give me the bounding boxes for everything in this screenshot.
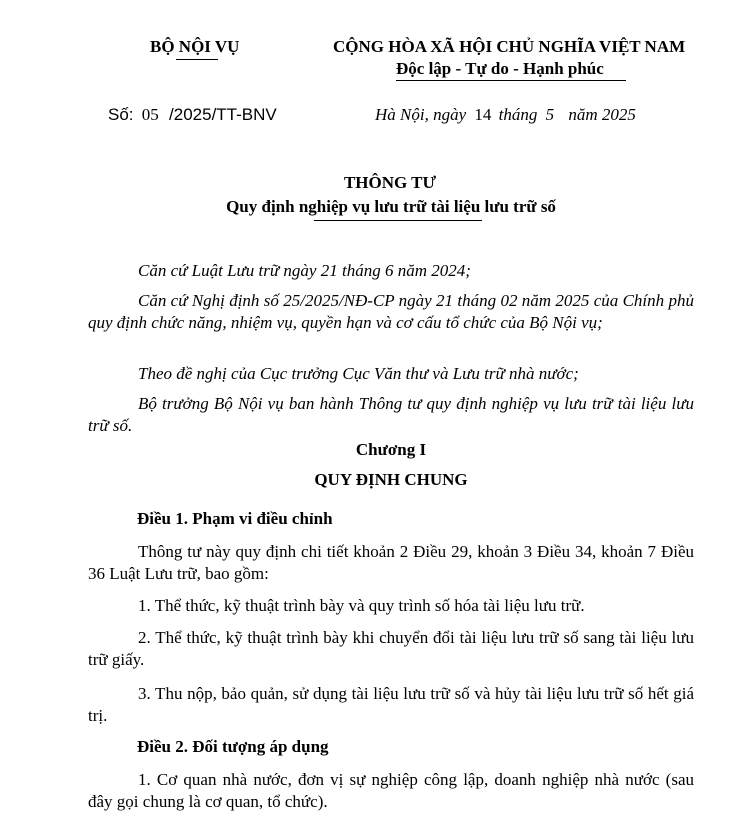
motto-underline: [396, 80, 626, 81]
issue-date: [375, 105, 636, 125]
preamble-3: Theo đề nghị của Cục trưởng Cục Văn thư và Lưu trữ nhà nước;: [138, 364, 579, 383]
article-2-item-1: 1. Cơ quan nhà nước, đơn vị sự nghiệp công lập, doanh nghiệp nhà nước (sau đây gọi chung là cơ quan, tổ chức).: [88, 770, 694, 811]
number-label: Số:: [108, 105, 134, 124]
article-1-item-3: 3. Thu nộp, bảo quản, sử dụng tài liệu lưu trữ số và hủy tài liệu lưu trữ số hết giá trị.: [88, 684, 694, 725]
issuing-agency: BỘ NỘI VỤ: [150, 37, 240, 56]
article-2-heading: Điều 2. Đối tượng áp dụng: [137, 737, 329, 756]
date-prefix: Hà Nội, ngày: [375, 105, 467, 124]
number-suffix: /2025/TT-BNV: [169, 105, 277, 124]
document-type: THÔNG TƯ: [343, 173, 437, 192]
preamble-4: Bộ trưởng Bộ Nội vụ ban hành Thông tư quy định nghiệp vụ lưu trữ tài liệu lưu trữ số.: [88, 394, 694, 435]
date-year: năm 2025: [568, 105, 636, 124]
document-subject: Quy định nghiệp vụ lưu trữ tài liệu lưu trữ số: [226, 197, 556, 216]
article-1-item-2: 2. Thể thức, kỹ thuật trình bày khi chuyển đổi tài liệu lưu trữ số sang tài liệu lưu trữ giấy.: [88, 628, 694, 669]
date-month-label: tháng: [498, 105, 538, 124]
national-title: CỘNG HÒA XÃ HỘI CHỦ NGHĨA VIỆT NAM: [333, 37, 686, 56]
chapter-title: QUY ĐỊNH CHUNG: [314, 470, 468, 489]
article-1-heading: Điều 1. Phạm vi điều chỉnh: [137, 509, 333, 528]
number-value: 05: [141, 105, 159, 124]
preamble-1: Căn cứ Luật Lưu trữ ngày 21 tháng 6 năm 2024;: [138, 261, 471, 280]
date-month: 5: [545, 105, 555, 124]
date-day: 14: [474, 105, 492, 124]
national-motto: Độc lập - Tự do - Hạnh phúc: [396, 59, 604, 78]
article-1-intro: Thông tư này quy định chi tiết khoản 2 Điều 29, khoản 3 Điều 34, khoản 7 Điều 36 Luật Lưu trữ, bao gồm:: [88, 542, 694, 583]
subject-underline: [314, 220, 482, 221]
chapter-number: Chương I: [355, 440, 427, 459]
preamble-2: Căn cứ Nghị định số 25/2025/NĐ-CP ngày 21 tháng 02 năm 2025 của Chính phủ quy định chức năng, nhiệm vụ, quyền hạn và cơ cấu tổ chức của Bộ Nội vụ;: [88, 291, 694, 332]
document-number: [108, 105, 277, 125]
article-1-item-1: 1. Thể thức, kỹ thuật trình bày và quy trình số hóa tài liệu lưu trữ.: [138, 596, 585, 615]
agency-underline: [176, 59, 218, 60]
